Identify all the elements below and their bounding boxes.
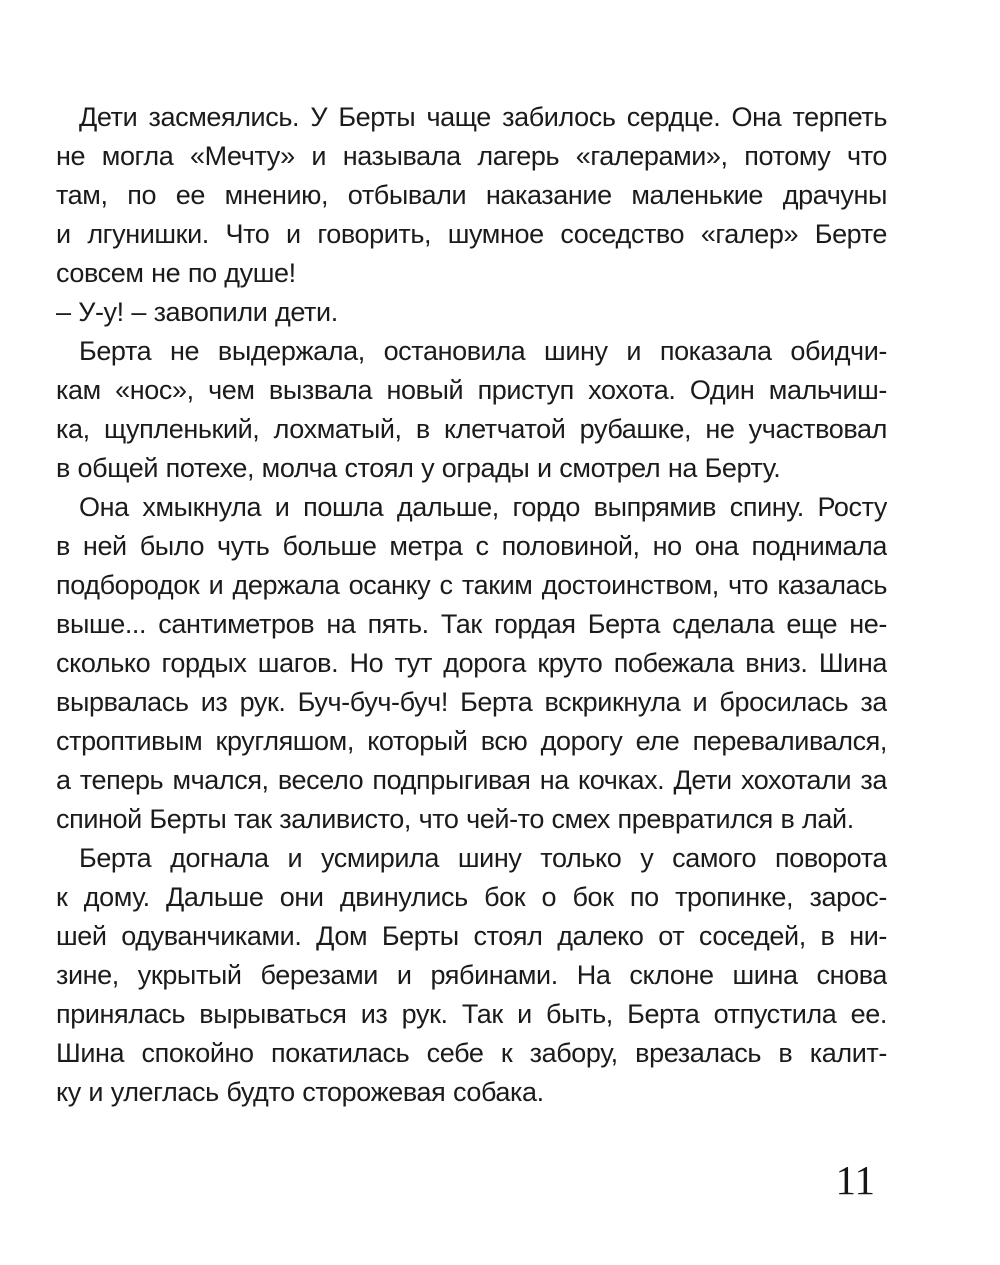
text-line: Дети засмеялись. У Берты чаще забилось сердце. Она терпеть xyxy=(79,102,887,132)
text-line: зине, укрытый березами и рябинами. На склоне шина снова xyxy=(56,960,887,990)
text-line: шей одуванчиками. Дом Берты стоял далеко от соседей, в ни- xyxy=(56,921,887,951)
text-line: строптивым кругляшом, который всю дорогу еле переваливался, xyxy=(56,726,887,756)
text-line: Она хмыкнула и пошла дальше, гордо выпрямив спину. Росту xyxy=(79,492,887,522)
text-line: там, по ее мнению, отбывали наказание маленькие драчуны xyxy=(56,180,887,210)
text-line: в общей потехе, молча стоял у ограды и смотрел на Берту. xyxy=(56,453,781,483)
text-block xyxy=(56,98,887,1112)
text-line: не могла «Мечту» и называла лагерь «галерами», потому что xyxy=(56,141,887,171)
text-line: спиной Берты так заливисто, что чей-то смех превратился в лай. xyxy=(56,804,854,834)
text-line: Берта догнала и усмирила шину только у самого поворота xyxy=(79,843,887,873)
text-line: в ней было чуть больше метра с половиной, но она поднимала xyxy=(56,531,887,561)
text-line: и лгунишки. Что и говорить, шумное соседство «галер» Берте xyxy=(56,219,887,249)
text-line: подбородок и держала осанку с таким достоинством, что казалась xyxy=(56,570,887,600)
text-line: Берта не выдержала, остановила шину и показала обидчи- xyxy=(79,336,887,366)
text-line: к дому. Дальше они двинулись бок о бок по тропинке, зарос- xyxy=(56,882,887,912)
text-line: ку и улеглась будто сторожевая собака. xyxy=(56,1077,544,1107)
text-line: кам «нос», чем вызвала новый приступ хохота. Один мальчиш- xyxy=(56,375,887,405)
text-line: принялась вырываться из рук. Так и быть, Берта отпустила ее. xyxy=(56,999,887,1029)
text-line: сколько гордых шагов. Но тут дорога круто побежала вниз. Шина xyxy=(56,648,887,678)
text-line: Шина спокойно покатилась себе к забору, врезалась в калит- xyxy=(56,1038,887,1068)
text-line: выше... сантиметров на пять. Так гордая Берта сделала еще не- xyxy=(56,609,887,639)
text-line: ка, щупленький, лохматый, в клетчатой рубашке, не участвовал xyxy=(56,414,887,444)
text-line: вырвалась из рук. Буч-буч-буч! Берта вскрикнула и бросилась за xyxy=(56,687,887,717)
page-number: 11 xyxy=(835,1157,875,1203)
text-line: совсем не по душе! xyxy=(56,258,296,288)
text-line: – У-у! – завопили дети. xyxy=(56,297,338,327)
text-line: а теперь мчался, весело подпрыгивая на кочках. Дети хохотали за xyxy=(56,765,887,795)
